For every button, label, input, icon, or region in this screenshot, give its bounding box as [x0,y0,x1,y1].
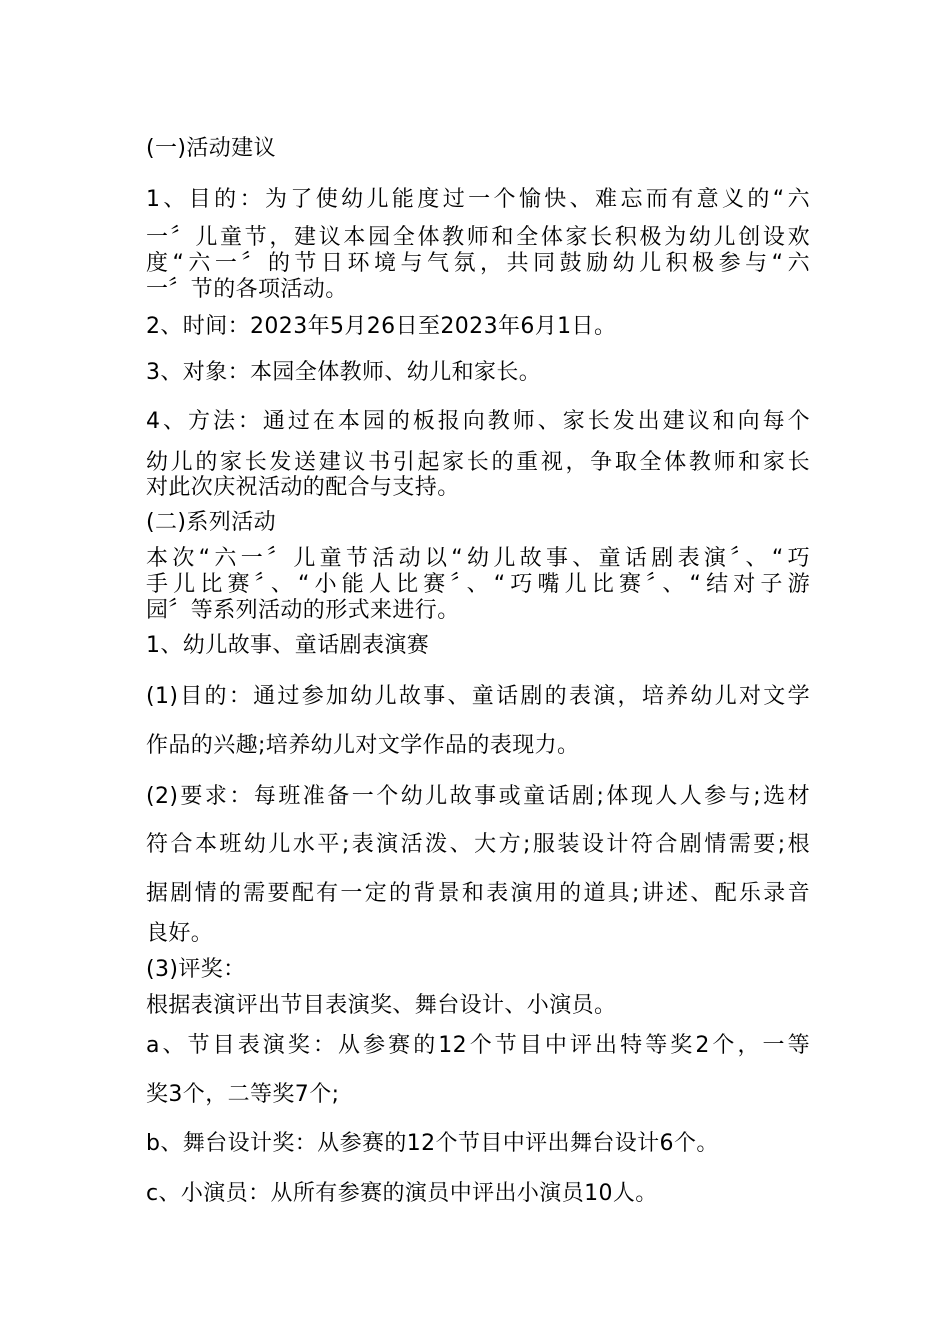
paragraph-line: (1)目的：通过参加幼儿故事、童话剧的表演，培养幼儿对文学 [146,684,810,709]
paragraph-line: 园〞等系列活动的形式来进行。 [146,598,460,623]
paragraph-line: 2、时间：2023年5月26日至2023年6月1日。 [146,314,617,339]
paragraph-line: 据剧情的需要配有一定的背景和表演用的道具;讲述、配乐录音 [146,881,810,906]
paragraph-line: c、小演员：从所有参赛的演员中评出小演员10人。 [146,1181,658,1206]
section-heading: (二)系列活动 [146,510,276,535]
paragraph-line: 对此次庆祝活动的配合与支持。 [146,475,460,500]
paragraph-line: 良好。 [146,921,214,946]
paragraph-line: 符合本班幼儿水平;表演活泼、大方;服装设计符合剧情需要;根 [146,832,810,857]
paragraph-line: 4、方法：通过在本园的板报向教师、家长发出建议和向每个 [146,409,810,434]
section-heading: (一)活动建议 [146,136,276,161]
paragraph-line: 一〞节的各项活动。 [146,277,348,302]
subsection-heading: 1、幼儿故事、童话剧表演赛 [146,633,430,658]
paragraph-line: a、节目表演奖：从参赛的12个节目中评出特等奖2个，一等 [146,1033,810,1058]
paragraph-line: 根据表演评出节目表演奖、舞台设计、小演员。 [146,993,617,1018]
paragraph-line: (2)要求：每班准备一个幼儿故事或童话剧;体现人人参与;选材 [146,784,810,809]
paragraph-line: 作品的兴趣;培养幼儿对文学作品的表现力。 [146,733,580,758]
paragraph-line: b、舞台设计奖：从参赛的12个节目中评出舞台设计6个。 [146,1131,719,1156]
paragraph-line: 3、对象：本园全体教师、幼儿和家长。 [146,360,542,385]
paragraph-line: 奖3个，二等奖7个; [146,1082,340,1107]
paragraph-line: 一〞儿童节，建议本园全体教师和全体家长积极为幼儿创设欢 [146,225,810,250]
paragraph-line: (3)评奖： [146,957,246,982]
paragraph-line: 手儿比赛〞、“小能人比赛〞、“巧嘴儿比赛〞、“结对子游 [146,572,810,597]
paragraph-line: 幼儿的家长发送建议书引起家长的重视，争取全体教师和家长 [146,450,810,475]
paragraph-line: 度“六一〞的节日环境与气氛，共同鼓励幼儿积极参与“六 [146,251,810,276]
paragraph-line: 本次“六一〞儿童节活动以“幼儿故事、童话剧表演〞、“巧 [146,546,810,571]
paragraph-line: 1、目的：为了使幼儿能度过一个愉快、难忘而有意义的“六 [146,187,810,212]
